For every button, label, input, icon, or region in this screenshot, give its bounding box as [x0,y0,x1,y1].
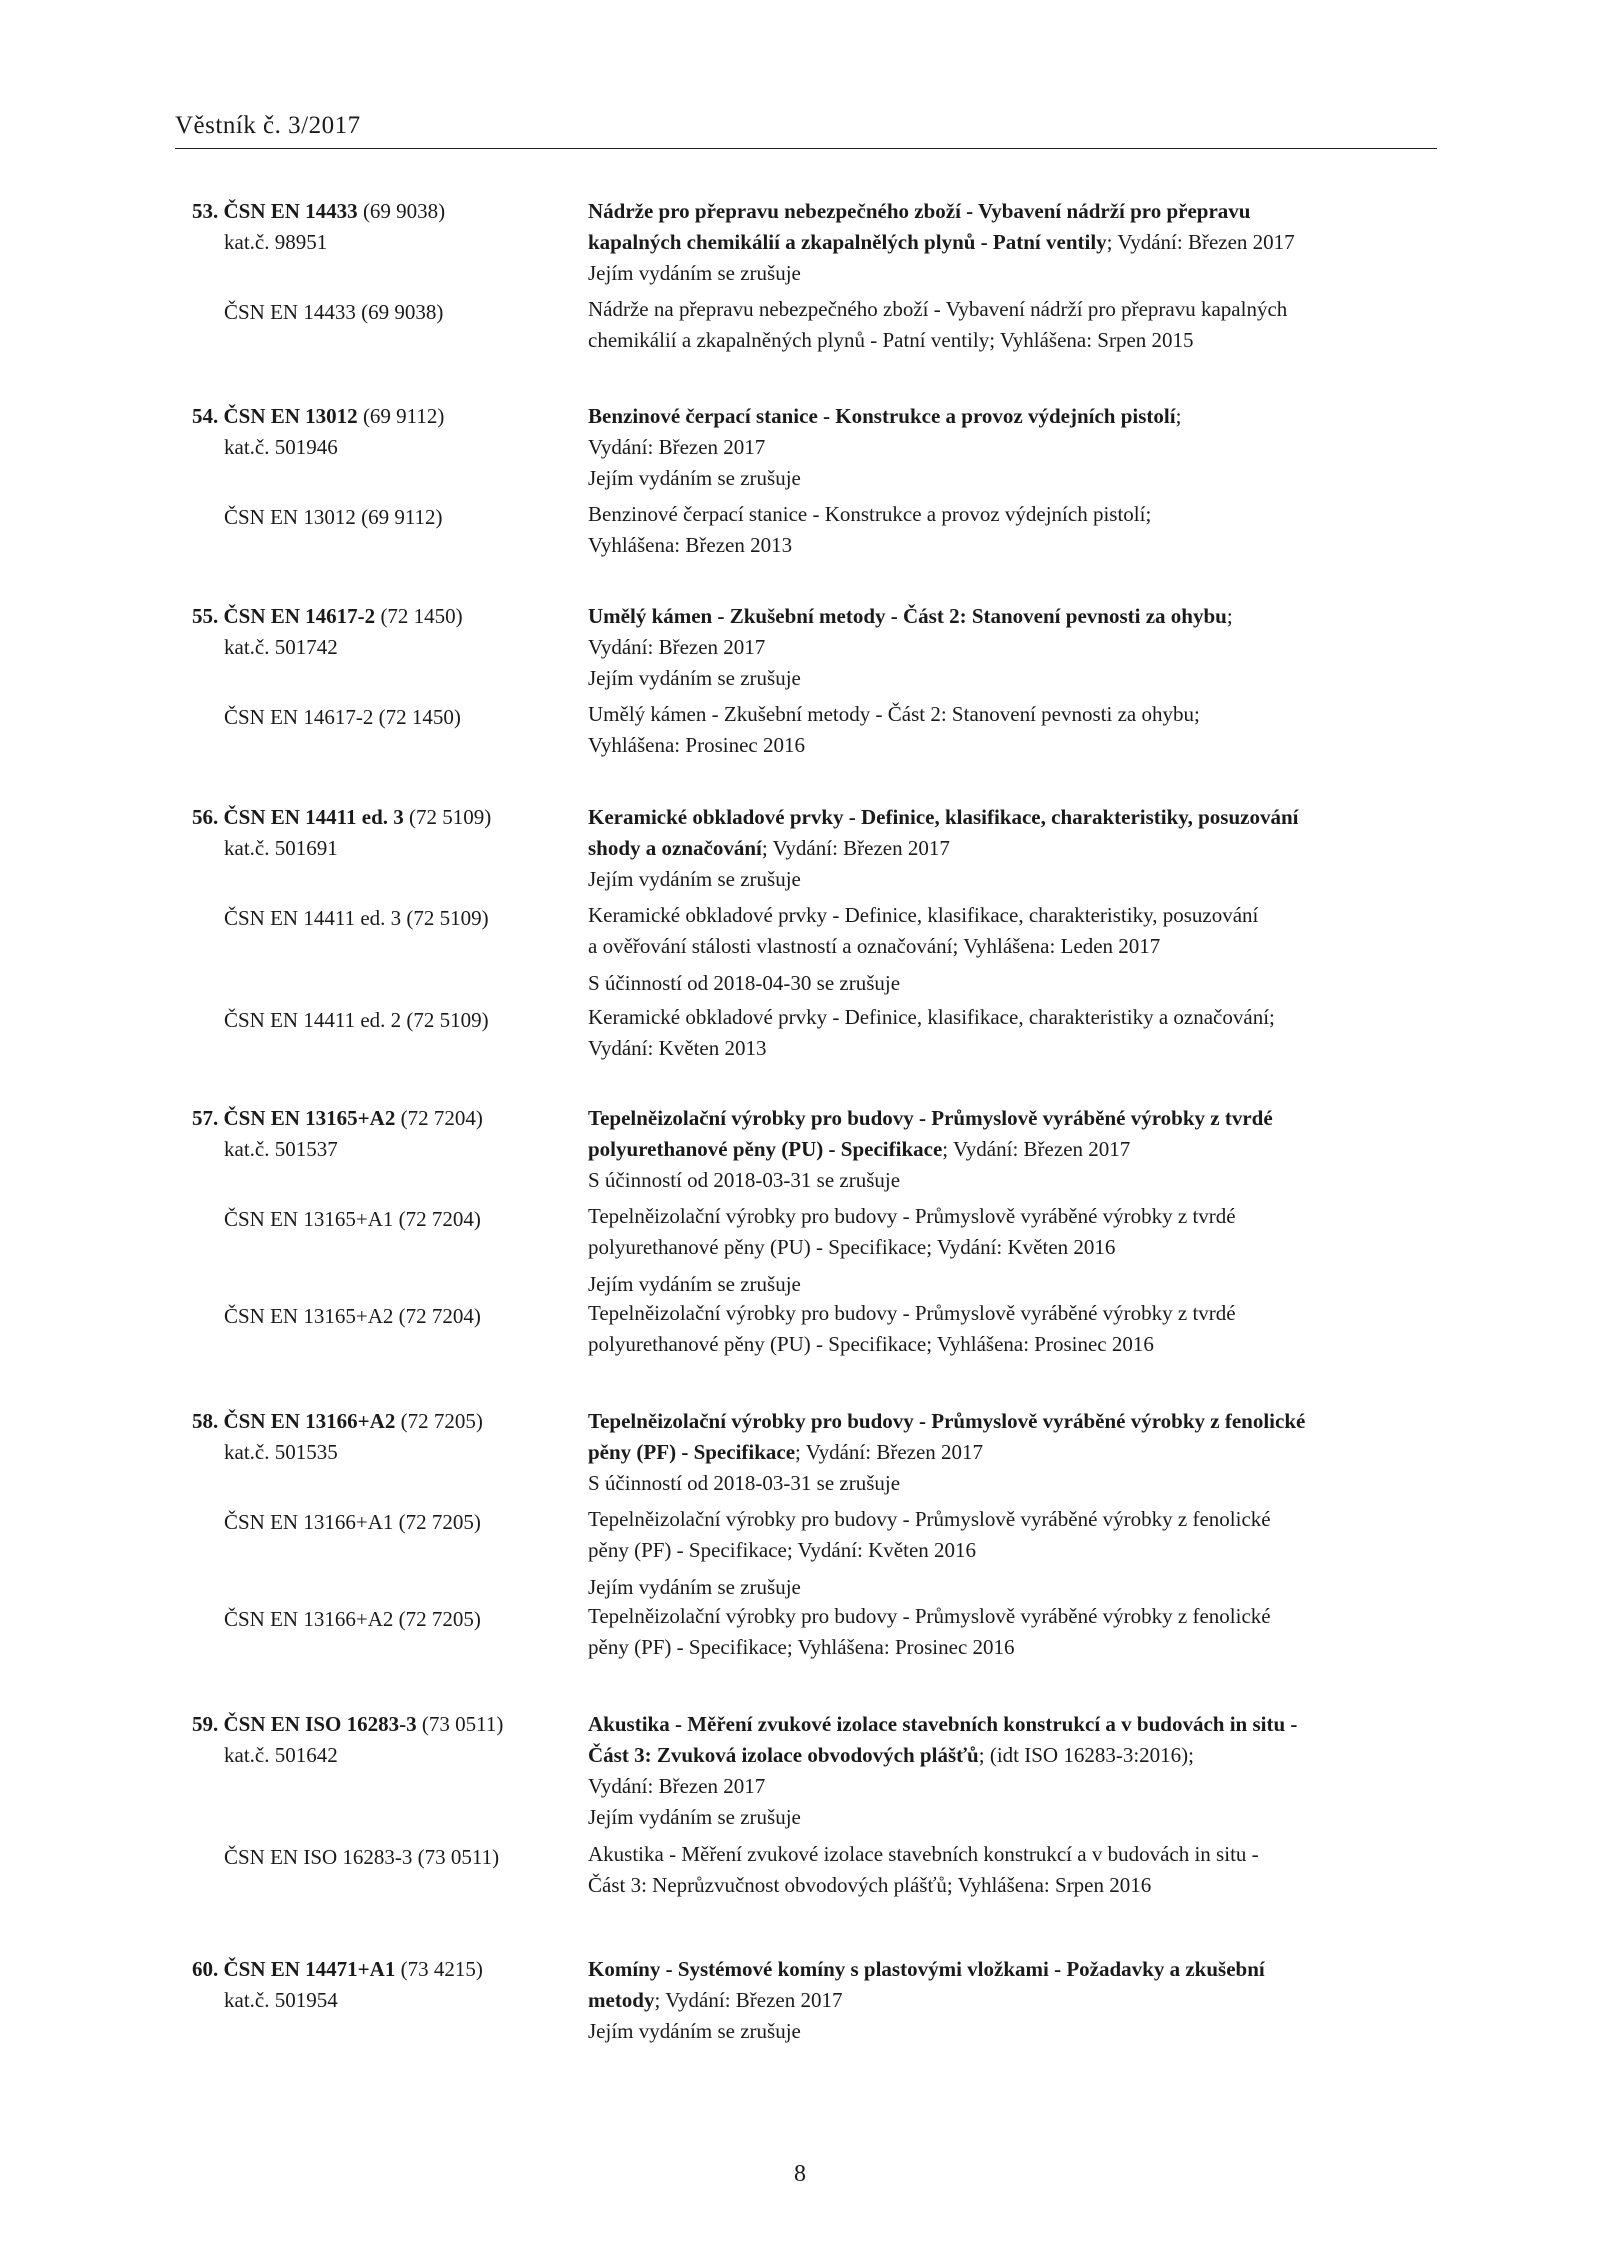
standard-class-number: (73 0511) [416,1712,504,1736]
title-bold: Tepelněizolační výrobky pro budovy - Průmyslově vyráběné výrobky z tvrdé [588,1106,1273,1130]
title-line [588,805,1448,836]
related-standard-code: ČSN EN 14411 ed. 3 (72 5109) [224,906,489,930]
catalog-number: kat.č. 501642 [224,1743,338,1767]
description-line: Tepelněizolační výrobky pro budovy - Průmyslově vyráběné výrobky z tvrdé [588,1204,1236,1228]
title-line [588,1988,1448,2019]
title-text: Jejím vydáním se zrušuje [588,261,801,285]
related-standard-description [588,1842,1448,1904]
title-text: ; Vydání: Březen 2017 [795,1440,984,1464]
title-bold: Umělý kámen - Zkušební metody - Část 2: Stanovení pevnosti za ohybu [588,604,1227,628]
title-text: ; [1226,604,1233,628]
entry-number: 56. [192,805,219,829]
standard-class-number: (72 5109) [403,805,492,829]
description-line: S účinností od 2018-04-30 se zrušuje [588,971,901,995]
standard-code-block [192,404,572,466]
standard-code: ČSN EN 14411 ed. 3 [223,805,404,829]
entry-number: 53. [192,199,219,223]
standard-title-block [588,805,1448,898]
title-text: ; Vydání: Březen 2017 [942,1137,1131,1161]
related-standard-code: ČSN EN 13166+A2 (72 7205) [224,1607,481,1631]
description-line: a ověřování stálosti vlastností a označování; Vyhlášena: Leden 2017 [588,934,1161,958]
title-bold: Akustika - Měření zvukové izolace stavebních konstrukcí a v budovách in situ - [588,1712,1298,1736]
title-line [588,1743,1448,1774]
title-bold: Keramické obkladové prvky - Definice, klasifikace, charakteristiky, posuzování [588,805,1299,829]
title-line [588,1471,1448,1502]
title-text: Jejím vydáním se zrušuje [588,666,801,690]
standard-title-block [588,1712,1448,1836]
entry-number: 59. [192,1712,219,1736]
entry-number: 54. [192,404,219,428]
standard-class-number: (73 4215) [395,1957,483,1981]
standard-title-block [588,199,1448,292]
description-line: Část 3: Neprůzvučnost obvodových plášťů; Vyhlášena: Srpen 2016 [588,1873,1152,1897]
standard-code-block [192,199,572,261]
standard-code: ČSN EN 13165+A2 [223,1106,396,1130]
description-line: Keramické obkladové prvky - Definice, klasifikace, charakteristiky, posuzování [588,903,1259,927]
standard-code-block [192,1712,572,1774]
title-line [588,836,1448,867]
title-text: ; Vydání: Březen 2017 [654,1988,843,2012]
description-line: Vyhlášena: Březen 2013 [588,533,793,557]
title-bold: shody a označování [588,836,762,860]
title-line [588,2019,1448,2050]
title-text: Jejím vydáním se zrušuje [588,466,801,490]
standard-class-number: (69 9112) [357,404,445,428]
description-line: Jejím vydáním se zrušuje [588,1272,801,1296]
description-line: polyurethanové pěny (PU) - Specifikace; Vyhlášena: Prosinec 2016 [588,1332,1154,1356]
related-standard-description [588,1604,1448,1666]
title-bold: Tepelněizolační výrobky pro budovy - Průmyslově vyráběné výrobky z fenolické [588,1409,1306,1433]
standard-code: ČSN EN 14617-2 [223,604,376,628]
standard-code: ČSN EN 14433 [223,199,358,223]
description-line: Benzinové čerpací stanice - Konstrukce a provoz výdejních pistolí; [588,502,1152,526]
related-standard-code: ČSN EN 13165+A1 (72 7204) [224,1207,481,1231]
title-line [588,1440,1448,1471]
related-standard-code: ČSN EN 14411 ed. 2 (72 5109) [224,1008,489,1032]
description-line: Vyhlášena: Prosinec 2016 [588,733,805,757]
title-line [588,404,1448,435]
standard-class-number: (72 1450) [375,604,463,628]
related-standard-description [588,1301,1448,1363]
related-standard-description [588,1507,1448,1606]
standard-code: ČSN EN ISO 16283-3 [223,1712,417,1736]
catalog-number: kat.č. 501535 [224,1440,338,1464]
title-line [588,635,1448,666]
title-bold: polyurethanové pěny (PU) - Specifikace [588,1137,943,1161]
title-line [588,1957,1448,1988]
related-standard-description [588,702,1448,764]
title-bold: pěny (PF) - Specifikace [588,1440,796,1464]
related-standard-code: ČSN EN ISO 16283-3 (73 0511) [224,1845,500,1869]
title-text: Vydání: Březen 2017 [588,435,766,459]
catalog-number: kat.č. 501537 [224,1137,338,1161]
standard-code-line [192,805,572,836]
title-line [588,1106,1448,1137]
title-text: S účinností od 2018-03-31 se zrušuje [588,1168,901,1192]
standard-code-line [192,604,572,635]
title-text: Vydání: Březen 2017 [588,635,766,659]
title-bold: kapalných chemikálií a zkapalnělých plynů - Patní ventily [588,230,1107,254]
title-line [588,1805,1448,1836]
standard-code-line [192,1106,572,1137]
title-line [588,435,1448,466]
related-standard-description [588,1005,1448,1067]
title-text: Jejím vydáním se zrušuje [588,2019,801,2043]
related-standard-code: ČSN EN 13165+A2 (72 7204) [224,1304,481,1328]
standard-title-block [588,1409,1448,1502]
title-bold: Nádrže pro přepravu nebezpečného zboží - Vybavení nádrží pro přepravu [588,199,1251,223]
description-line: polyurethanové pěny (PU) - Specifikace; Vydání: Květen 2016 [588,1235,1116,1259]
catalog-number: kat.č. 501954 [224,1988,338,2012]
related-standard-code: ČSN EN 13166+A1 (72 7205) [224,1510,481,1534]
related-standard-code: ČSN EN 14433 (69 9038) [224,300,444,324]
description-line: Nádrže na přepravu nebezpečného zboží - Vybavení nádrží pro přepravu kapalných [588,297,1288,321]
entry-number: 58. [192,1409,219,1433]
standard-code: ČSN EN 14471+A1 [223,1957,396,1981]
standard-code: ČSN EN 13012 [223,404,358,428]
related-standard-code: ČSN EN 14617-2 (72 1450) [224,705,461,729]
description-line: Jejím vydáním se zrušuje [588,1575,801,1599]
standard-code-block [192,805,572,867]
standard-code-line [192,404,572,435]
title-line [588,867,1448,898]
title-text: ; Vydání: Březen 2017 [1106,230,1295,254]
standard-code-block [192,1106,572,1168]
page-number: 8 [794,2161,806,2187]
standard-class-number: (72 7205) [395,1409,483,1433]
catalog-number: kat.č. 501946 [224,435,338,459]
title-line [588,230,1448,261]
standard-code: ČSN EN 13166+A2 [223,1409,396,1433]
related-standard-description [588,297,1448,359]
title-line [588,199,1448,230]
description-line: pěny (PF) - Specifikace; Vydání: Květen 2016 [588,1538,977,1562]
title-bold: Benzinové čerpací stanice - Konstrukce a provoz výdejních pistolí [588,404,1176,428]
description-line: Umělý kámen - Zkušební metody - Část 2: Stanovení pevnosti za ohybu; [588,702,1200,726]
title-text: Vydání: Březen 2017 [588,1774,766,1798]
page-header-title: Věstník č. 3/2017 [175,112,361,139]
catalog-number: kat.č. 98951 [224,230,328,254]
title-line [588,1774,1448,1805]
description-line: chemikálií a zkapalněných plynů - Patní ventily; Vyhlášena: Srpen 2015 [588,328,1194,352]
title-line [588,1137,1448,1168]
entry-number: 55. [192,604,219,628]
title-line [588,1409,1448,1440]
title-bold: metody [588,1988,655,2012]
standard-code-line [192,199,572,230]
related-standard-description [588,1204,1448,1303]
description-line: Tepelněizolační výrobky pro budovy - Průmyslově vyráběné výrobky z tvrdé [588,1301,1236,1325]
title-text: ; [1175,404,1182,428]
page-header [175,110,1437,149]
title-bold: Část 3: Zvuková izolace obvodových plášťů [588,1743,979,1767]
related-standard-code: ČSN EN 13012 (69 9112) [224,505,443,529]
description-line: Tepelněizolační výrobky pro budovy - Průmyslově vyráběné výrobky z fenolické [588,1604,1271,1628]
title-line [588,1712,1448,1743]
title-line [588,604,1448,635]
standard-title-block [588,1957,1448,2050]
related-standard-description [588,903,1448,1002]
standard-title-block [588,604,1448,697]
related-standard-description [588,502,1448,564]
standard-code-block [192,1957,572,2019]
title-line [588,666,1448,697]
standard-class-number: (69 9038) [357,199,446,223]
standard-code-line [192,1712,572,1743]
description-line: pěny (PF) - Specifikace; Vyhlášena: Prosinec 2016 [588,1635,1015,1659]
entry-number: 57. [192,1106,219,1130]
title-text: Jejím vydáním se zrušuje [588,867,801,891]
description-line: Vydání: Květen 2013 [588,1036,767,1060]
title-line [588,1168,1448,1199]
standard-code-block [192,604,572,666]
title-line [588,261,1448,292]
title-text: ; (idt ISO 16283-3:2016); [978,1743,1194,1767]
title-text: Jejím vydáním se zrušuje [588,1805,801,1829]
standard-code-line [192,1957,572,1988]
title-text: ; Vydání: Březen 2017 [761,836,950,860]
title-text: S účinností od 2018-03-31 se zrušuje [588,1471,901,1495]
description-line: Tepelněizolační výrobky pro budovy - Průmyslově vyráběné výrobky z fenolické [588,1507,1271,1531]
standard-code-block [192,1409,572,1471]
entry-number: 60. [192,1957,219,1981]
title-bold: Komíny - Systémové komíny s plastovými vložkami - Požadavky a zkušební [588,1957,1265,1981]
title-line [588,466,1448,497]
standard-class-number: (72 7204) [395,1106,483,1130]
standard-code-line [192,1409,572,1440]
standard-title-block [588,1106,1448,1199]
standard-title-block [588,404,1448,497]
catalog-number: kat.č. 501742 [224,635,338,659]
description-line: Keramické obkladové prvky - Definice, klasifikace, charakteristiky a označování; [588,1005,1275,1029]
description-line: Akustika - Měření zvukové izolace stavebních konstrukcí a v budovách in situ - [588,1842,1259,1866]
catalog-number: kat.č. 501691 [224,836,338,860]
